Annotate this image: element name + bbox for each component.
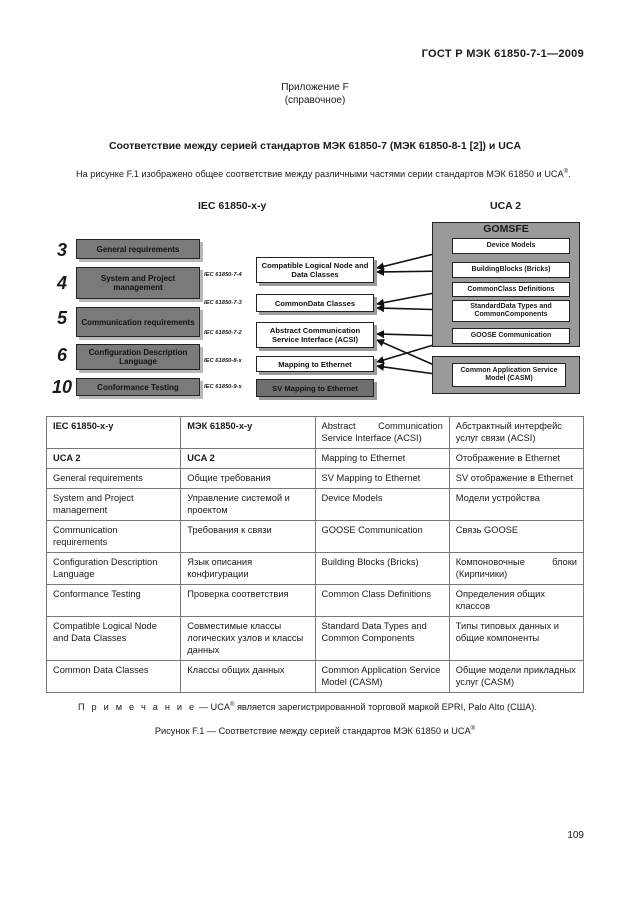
- table-cell: SV отображение в Ethernet: [449, 469, 583, 489]
- table-row: [47, 661, 584, 693]
- table-cell: Типы типовых данных и общие компоненты: [449, 617, 583, 661]
- right-box-goose: GOOSE Communication: [452, 328, 570, 344]
- standard-code: ГОСТ Р МЭК 61850-7-1—2009: [421, 48, 584, 60]
- table-cell: Device Models: [315, 489, 449, 521]
- table-cell: МЭК 61850-x-y: [181, 417, 315, 449]
- table-row: [47, 585, 584, 617]
- caption-text: Рисунок F.1 — Соответствие между серией стандартов МЭК 61850 и UCA: [154, 726, 471, 737]
- annex-subtitle: (справочное): [284, 95, 346, 106]
- table-cell: Common Application Service Model (CASM): [315, 661, 449, 693]
- table-row: [47, 553, 584, 585]
- mapping-diagram: [52, 198, 582, 403]
- table-cell: Определения общих классов: [449, 585, 583, 617]
- table-cell: Configuration Description Language: [47, 553, 181, 585]
- table-cell: Абстрактный интерфейс услуг связи (ACSI): [449, 417, 583, 449]
- annex-header: [0, 81, 630, 107]
- annex-title: Приложение F: [281, 82, 349, 93]
- part-number-6: 6: [56, 345, 67, 365]
- table-cell: Abstract Communication Service Interface (ACSI): [315, 417, 449, 449]
- table-row: [47, 521, 584, 553]
- part-number-10: 10: [51, 377, 73, 397]
- intro-end: .: [568, 169, 571, 180]
- right-box-casm: Common Application Service Model (CASM): [452, 363, 566, 387]
- table-cell: GOOSE Communication: [315, 521, 449, 553]
- table-cell: Отображение в Ethernet: [449, 449, 583, 469]
- footnote: [78, 702, 537, 712]
- page-number: 109: [567, 830, 584, 841]
- diagram-right-title: UCA 2: [490, 200, 522, 212]
- table-cell: Building Blocks (Bricks): [315, 553, 449, 585]
- table-cell: Классы общих данных: [181, 661, 315, 693]
- tag-iec-9-x: IEC 61850-9-x: [204, 384, 242, 390]
- table-cell: UCA 2: [181, 449, 315, 469]
- caption-registered-mark: ®: [470, 726, 476, 732]
- section-heading: Соответствие между серией стандартов МЭК 61850-7 (МЭК 61850-8-1 [2]) и UCA: [108, 140, 522, 152]
- mid-box-logical-node-classes: Compatible Logical Node and Data Classes: [256, 257, 374, 283]
- intro-registered-mark: ®: [563, 169, 569, 175]
- tag-iec-8-x: IEC 61850-8-x: [204, 358, 242, 364]
- figure-caption: [0, 726, 630, 736]
- left-box-general-requirements: General requirements: [76, 239, 200, 259]
- mid-box-mapping-ethernet: Mapping to Ethernet: [256, 356, 374, 372]
- intro-paragraph: [60, 166, 584, 181]
- table-cell: Общие модели прикладных услуг (CASM): [449, 661, 583, 693]
- table-cell: Проверка соответствия: [181, 585, 315, 617]
- right-box-data-types: StandardData Types and CommonComponents: [452, 300, 570, 322]
- table-cell: Communication requirements: [47, 521, 181, 553]
- table-cell: Компоновочные блоки (Кирпичики): [449, 553, 583, 585]
- mid-box-acsi: Abstract Communication Service Interface (ACSI): [256, 322, 374, 348]
- diagram-left-title: IEC 61850-x-y: [198, 200, 267, 212]
- table-cell: Модели устройства: [449, 489, 583, 521]
- table-row: [47, 617, 584, 661]
- part-number-3: 3: [56, 240, 67, 260]
- table-row: [47, 417, 584, 449]
- tag-iec-7-2: IEC 61850-7-2: [204, 330, 242, 336]
- note-prefix: П р и м е ч а н и е: [78, 702, 197, 713]
- table-row: [47, 489, 584, 521]
- left-box-configuration-language: Configuration Description Language: [76, 344, 200, 370]
- note-text-end: является зарегистрированной торговой маркой EPRI, Palo Alto (США).: [234, 702, 537, 713]
- mid-box-sv-mapping-ethernet: SV Mapping to Ethernet: [256, 379, 374, 397]
- table-cell: Mapping to Ethernet: [315, 449, 449, 469]
- table-row: [47, 449, 584, 469]
- table-cell: Управление системой и проектом: [181, 489, 315, 521]
- table-cell: Common Data Classes: [47, 661, 181, 693]
- table-cell: Conformance Testing: [47, 585, 181, 617]
- table-row: [47, 469, 584, 489]
- right-box-device-models: Device Models: [452, 238, 570, 254]
- right-box-class-definitions: CommonClass Definitions: [452, 282, 570, 297]
- tag-iec-7-3: IEC 61850-7-3: [204, 300, 242, 306]
- table-cell: System and Project management: [47, 489, 181, 521]
- left-box-communication-requirements: Communication requirements: [76, 307, 200, 337]
- gomsfe-title: GOMSFE: [483, 223, 529, 235]
- table-cell: Общие требования: [181, 469, 315, 489]
- table-cell: Совместимые классы логических узлов и классы данных: [181, 617, 315, 661]
- table-cell: Compatible Logical Node and Data Classes: [47, 617, 181, 661]
- table-cell: Standard Data Types and Common Components: [315, 617, 449, 661]
- intro-text: На рисунке F.1 изображено общее соответствие между различными частями серии стандартов МЭК 61850 и UCA: [76, 169, 564, 180]
- part-number-5: 5: [56, 308, 67, 328]
- note-text-start: — UCA: [196, 702, 230, 713]
- mid-box-common-data-classes: CommonData Classes: [256, 294, 374, 312]
- table-cell: Язык описания конфигурации: [181, 553, 315, 585]
- tag-iec-7-4: IEC 61850-7-4: [204, 272, 242, 278]
- part-number-4: 4: [56, 273, 67, 293]
- table-cell: Связь GOOSE: [449, 521, 583, 553]
- note-registered-mark: ®: [229, 702, 235, 708]
- table-cell: Common Class Definitions: [315, 585, 449, 617]
- left-box-system-management: System and Project management: [76, 267, 200, 299]
- mapping-table: [46, 416, 584, 693]
- table-cell: Требования к связи: [181, 521, 315, 553]
- table-cell: General requirements: [47, 469, 181, 489]
- left-box-conformance-testing: Conformance Testing: [76, 378, 200, 396]
- right-box-building-blocks: BuildingBlocks (Bricks): [452, 262, 570, 278]
- table-cell: UCA 2: [47, 449, 181, 469]
- table-cell: SV Mapping to Ethernet: [315, 469, 449, 489]
- table-cell: IEC 61850-x-y: [47, 417, 181, 449]
